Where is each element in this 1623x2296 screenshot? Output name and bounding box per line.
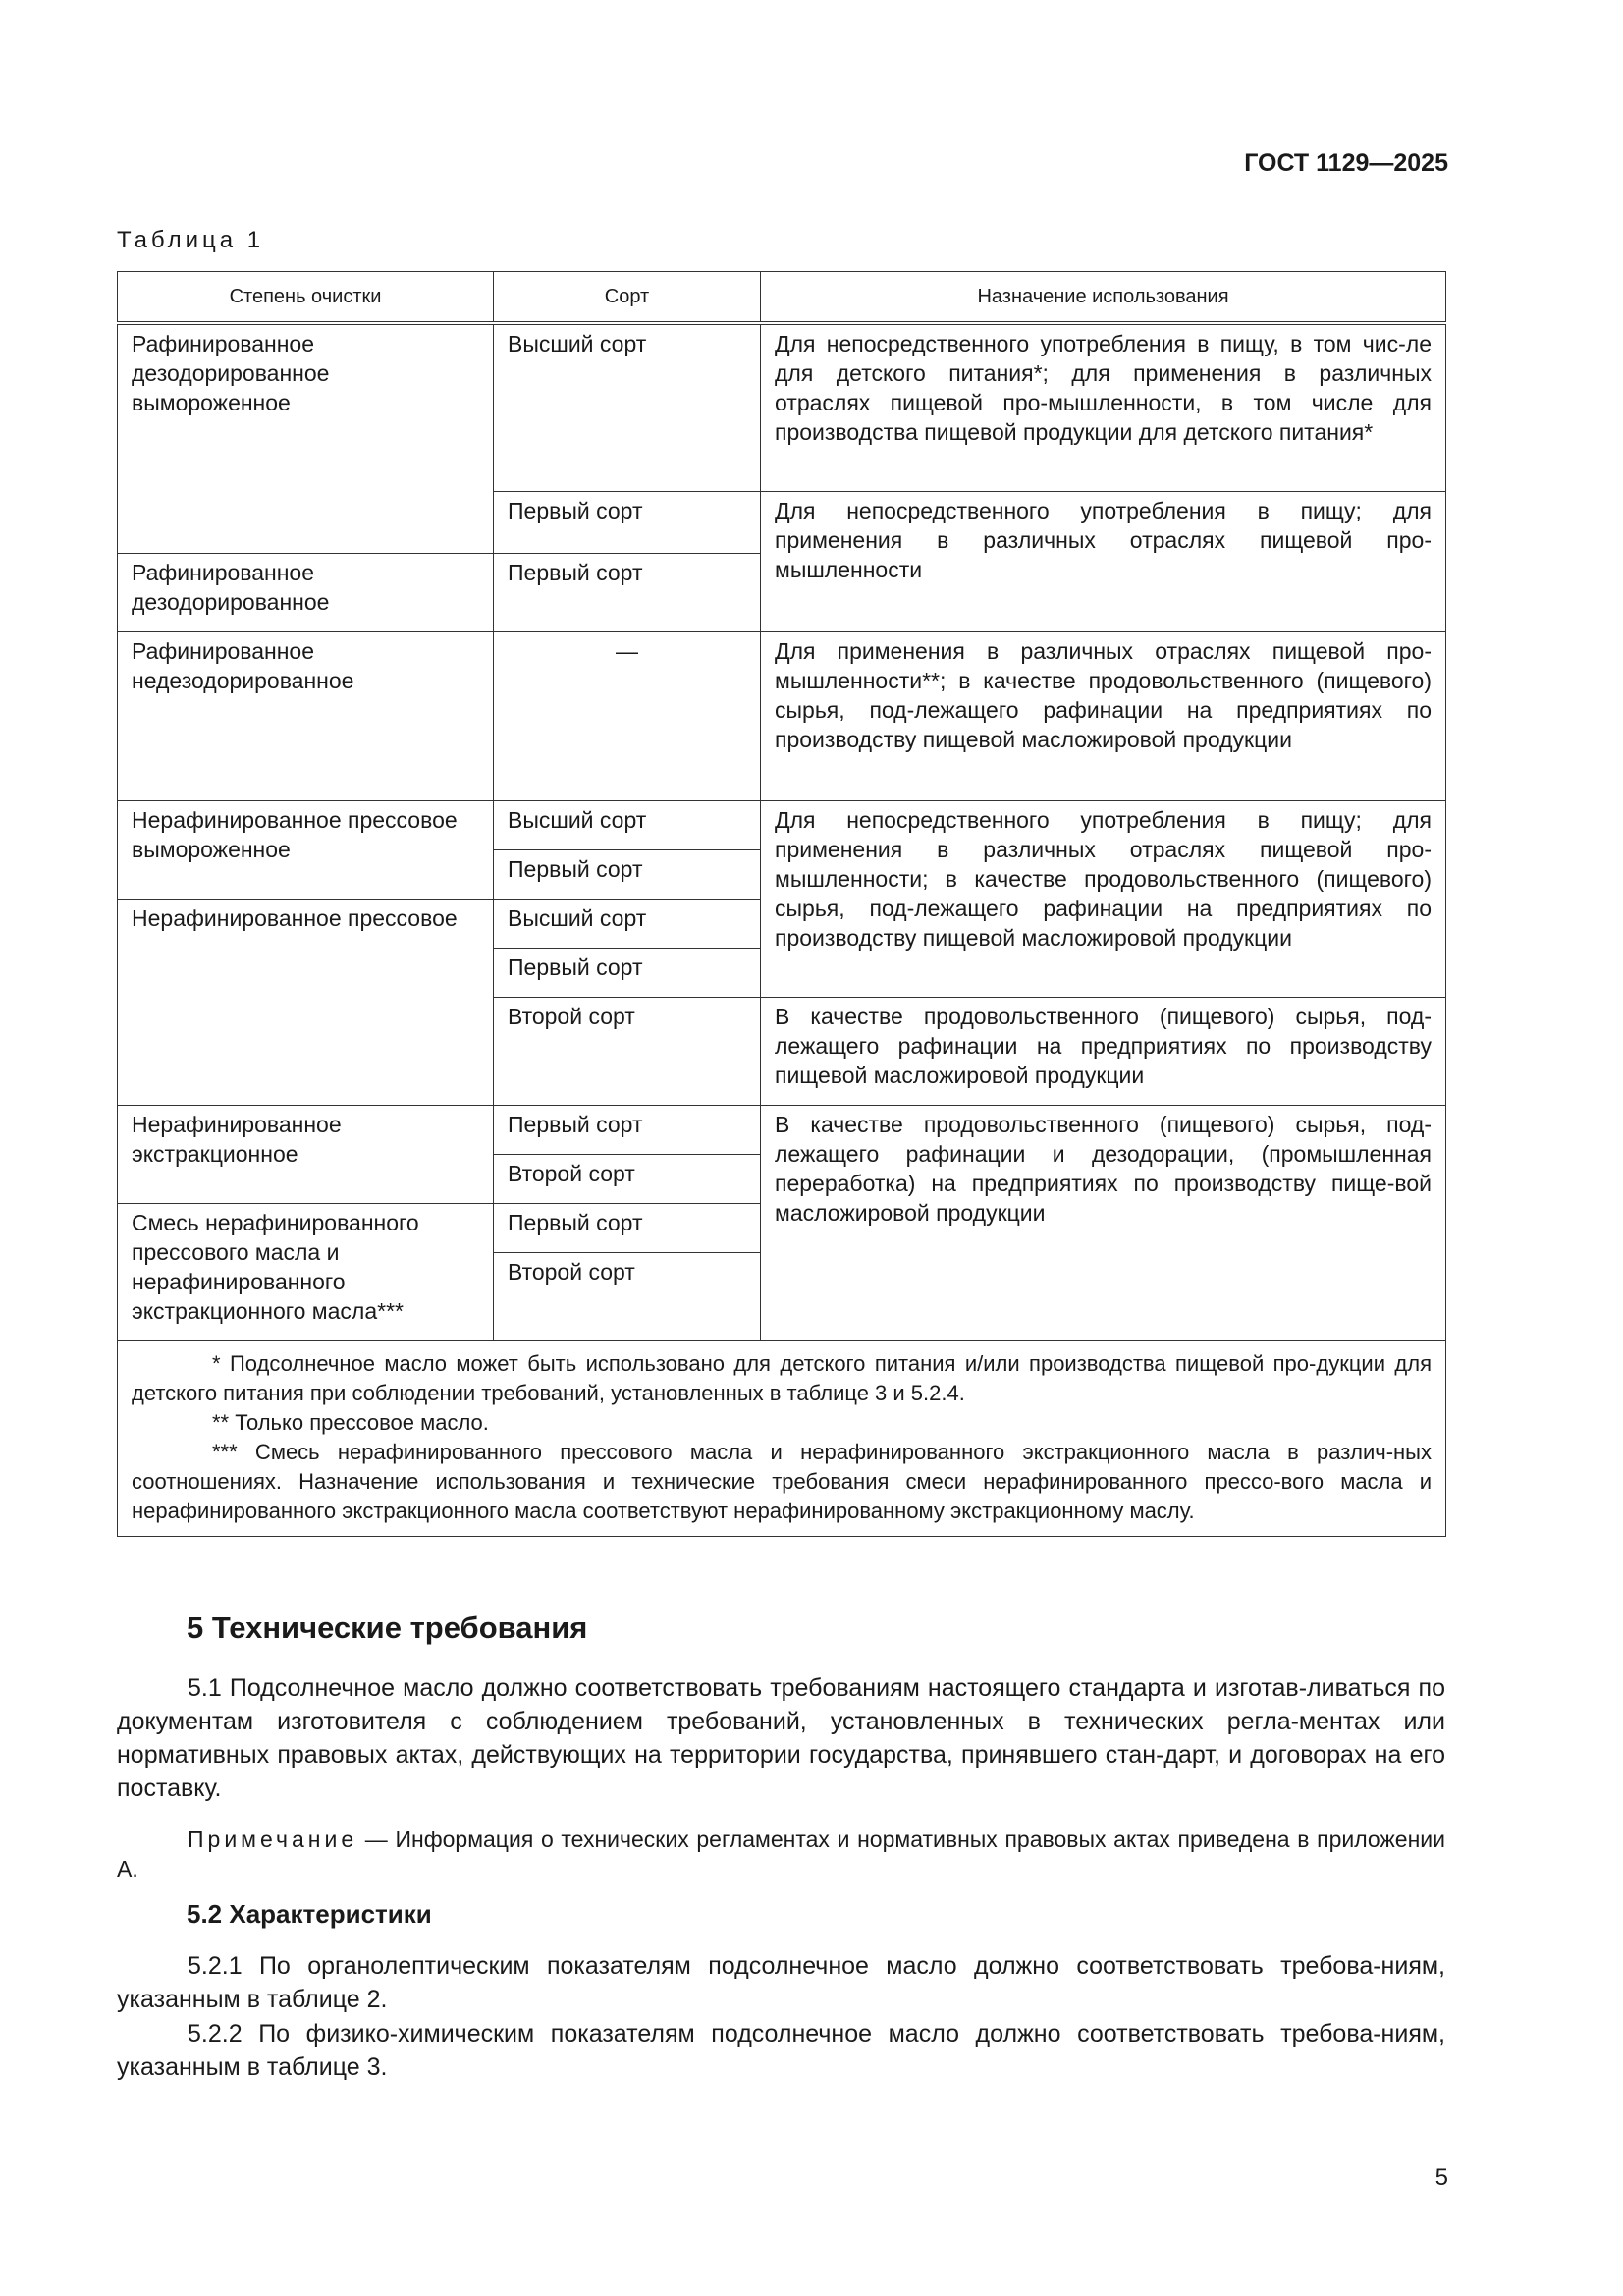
table-notes — [118, 1340, 1446, 1536]
paragraph-5-2-1: 5.2.1 По органолептическим показателям подсолнечное масло должно соответствовать требова-ниям, указанным в таблице 2. — [117, 1952, 1445, 2013]
column-header: Назначение использования — [761, 272, 1446, 324]
table-cell: Первый сорт — [494, 849, 761, 899]
note-paragraph — [117, 1825, 1445, 1884]
note-text: — Информация о технических регламентах и нормативных правовых актах приведена в приложении А. — [117, 1827, 1445, 1882]
table-cell: Рафинированное дезодорированное — [118, 553, 494, 631]
paragraph-5-1: 5.1 Подсолнечное масло должно соответствовать требованиям настоящего стандарта и изготав-ливаться по документам изготовителя с соблюдением требований, установленных в технических регла-ментах или нормативных правовых актах, действующих на территории государства, принявшего стан-дарт, и договорах на его поставку. — [117, 1674, 1445, 1802]
purpose-table — [117, 271, 1446, 1537]
table-cell: Для непосредственного употребления в пищу, в том чис-ле для детского питания*; для применения в различных отраслях пищевой про-мышленности, в том числе для производства пищевой продукции для детского питания* — [761, 323, 1446, 491]
table-cell: — — [494, 631, 761, 800]
table-cell: Второй сорт — [494, 1154, 761, 1203]
table-cell: Второй сорт — [494, 997, 761, 1105]
table-cell: Первый сорт — [494, 553, 761, 631]
subsection-title: 5.2 Характеристики — [187, 1899, 432, 1929]
table-row — [118, 323, 1446, 491]
table-cell: В качестве продовольственного (пищевого) сырья, под-лежащего рафинации на предприятиях по производству пищевой масложировой продукции — [761, 997, 1446, 1105]
table-cell: Смесь нерафинированного прессового масла и нерафинированного экстракционного масла*** — [118, 1203, 494, 1340]
table-cell: Нерафинированное прессовое вымороженное — [118, 800, 494, 899]
section-title: 5 Технические требования — [187, 1611, 588, 1645]
table-cell: Для применения в различных отраслях пищевой про-мышленности**; в качестве продовольственного (пищевого) сырья, под-лежащего рафинации на предприятиях по производству пищевой масложировой продукции — [761, 631, 1446, 800]
table-row — [118, 800, 1446, 849]
column-header: Сорт — [494, 272, 761, 324]
table-notes-row — [118, 1340, 1446, 1536]
document-header: ГОСТ 1129—2025 — [1244, 149, 1448, 177]
table-cell: Для непосредственного употребления в пищу; для применения в различных отраслях пищевой про-мышленности; в качестве продовольственного (пищевого) сырья, под-лежащего рафинации на предприятиях по производству пищевой масложировой продукции — [761, 800, 1446, 997]
table-note: *** Смесь нерафинированного прессового масла и нерафинированного экстракционного масла в различ-ных соотношениях. Назначение использования и технические требования смеси нерафинированного прессо-вого масла и нерафинированного экстракционного масла соответствуют нерафинированному экстракционному маслу. — [132, 1439, 1432, 1523]
table-header-row — [118, 272, 1446, 324]
table-cell: Нерафинированное прессовое — [118, 899, 494, 1105]
table-caption: Таблица 1 — [117, 227, 265, 253]
table-cell: Нерафинированное экстракционное — [118, 1105, 494, 1203]
table-cell: Высший сорт — [494, 899, 761, 948]
table-1 — [117, 271, 1445, 1537]
table-cell: Второй сорт — [494, 1252, 761, 1340]
note-label: Примечание — [188, 1827, 358, 1852]
column-header: Степень очистки — [118, 272, 494, 324]
table-row — [118, 631, 1446, 800]
table-cell: Первый сорт — [494, 948, 761, 997]
table-note: * Подсолнечное масло может быть использовано для детского питания и/или производства пищевой про-дукции для детского питания при соблюдении требований, установленных в таблице 3 и 5.2.4. — [132, 1350, 1432, 1405]
table-note: ** Только прессовое масло. — [212, 1409, 489, 1435]
table-cell: Первый сорт — [494, 1203, 761, 1252]
table-cell: Первый сорт — [494, 491, 761, 553]
table-cell: Первый сорт — [494, 1105, 761, 1154]
table-cell: Высший сорт — [494, 323, 761, 491]
table-cell: Рафинированное недезодорированное — [118, 631, 494, 800]
table-cell: Высший сорт — [494, 800, 761, 849]
table-cell: Для непосредственного употребления в пищу; для применения в различных отраслях пищевой про-мышленности — [761, 491, 1446, 631]
table-cell: В качестве продовольственного (пищевого) сырья, под-лежащего рафинации и дезодорации, (промышленная переработка) на предприятиях по производству пище-вой масложировой продукции — [761, 1105, 1446, 1340]
page-number: 5 — [1434, 2164, 1448, 2191]
table-cell: Рафинированное дезодорированное вымороженное — [118, 323, 494, 553]
paragraph-5-2-2: 5.2.2 По физико-химическим показателям подсолнечное масло должно соответствовать требова-ниям, указанным в таблице 3. — [117, 2020, 1445, 2081]
table-row — [118, 1105, 1446, 1154]
